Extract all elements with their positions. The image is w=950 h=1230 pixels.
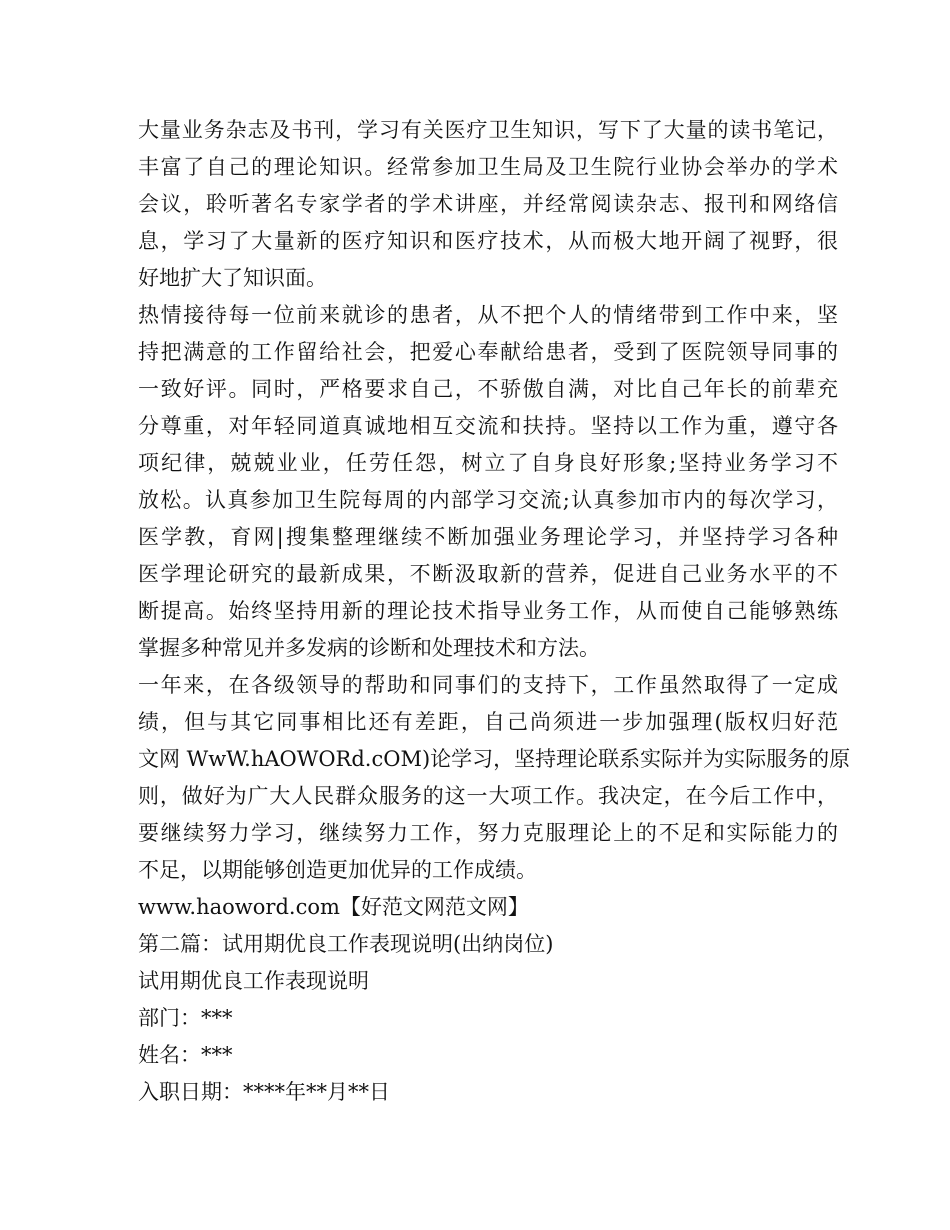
text-line: 息，学习了大量新的医疗知识和医疗技术，从而极大地开阔了视野，很 bbox=[138, 229, 838, 253]
text-line: 绩，但与其它同事相比还有差距，自己尚须进一步加强理(版权归好范 bbox=[138, 710, 838, 734]
text-line: 丰富了自己的理论知识。经常参加卫生局及卫生院行业协会举办的学术 bbox=[138, 155, 838, 179]
text-line: 不足，以期能够创造更加优异的工作成绩。 bbox=[138, 858, 537, 882]
text-line: 掌握多种常见并多发病的诊断和处理技术和方法。 bbox=[138, 636, 600, 660]
text-line: 热情接待每一位前来就诊的患者，从不把个人的情绪带到工作中来，坚 bbox=[138, 303, 838, 327]
source-line: www.haoword.com【好范文网范文网】 bbox=[138, 895, 529, 919]
text-line: 医学理论研究的最新成果，不断汲取新的营养，促进自己业务水平的不 bbox=[138, 562, 838, 586]
paragraph-summary bbox=[138, 667, 851, 889]
text-line: 断提高。始终坚持用新的理论技术指导业务工作，从而使自己能够熟练 bbox=[138, 599, 838, 623]
section-title: 第二篇：试用期优良工作表现说明(出纳岗位) bbox=[138, 932, 554, 956]
text-line: 持把满意的工作留给社会，把爱心奉献给患者，受到了医院领导同事的 bbox=[138, 340, 838, 364]
text-line: 一年来，在各级领导的帮助和同事们的支持下，工作虽然取得了一定成 bbox=[138, 673, 838, 697]
text-line: 放松。认真参加卫生院每周的内部学习交流;认真参加市内的每次学习， bbox=[138, 488, 838, 512]
field-department: 部门：*** bbox=[138, 1006, 233, 1030]
text-line: 一致好评。同时，严格要求自己，不骄傲自满，对比自己年长的前辈充 bbox=[138, 377, 838, 401]
text-line: 好地扩大了知识面。 bbox=[138, 266, 327, 290]
subtitle: 试用期优良工作表现说明 bbox=[138, 969, 369, 993]
text-line: 医学教，育网|搜集整理继续不断加强业务理论学习，并坚持学习各种 bbox=[138, 525, 838, 549]
text-line: 则，做好为广大人民群众服务的这一大项工作。我决定，在今后工作中， bbox=[138, 784, 838, 808]
paragraph-patients bbox=[138, 297, 838, 667]
field-start-date: 入职日期：****年**月**日 bbox=[138, 1080, 390, 1104]
text-line: 分尊重，对年轻同道真诚地相互交流和扶持。坚持以工作为重，遵守各 bbox=[138, 414, 838, 438]
text-line: 文网 WwW.hAOWORd.cOM)论学习，坚持理论联系实际并为实际服务的原 bbox=[138, 747, 851, 771]
document-body bbox=[138, 112, 851, 1111]
field-name: 姓名：*** bbox=[138, 1043, 233, 1067]
text-line: 会议，聆听著名专家学者的学术讲座，并经常阅读杂志、报刊和网络信 bbox=[138, 192, 838, 216]
text-line: 项纪律，兢兢业业，任劳任怨，树立了自身良好形象;坚持业务学习不 bbox=[138, 451, 838, 475]
paragraph-study bbox=[138, 112, 838, 297]
text-line: 要继续努力学习，继续努力工作，努力克服理论上的不足和实际能力的 bbox=[138, 821, 838, 845]
text-line: 大量业务杂志及书刊，学习有关医疗卫生知识，写下了大量的读书笔记， bbox=[138, 118, 838, 142]
